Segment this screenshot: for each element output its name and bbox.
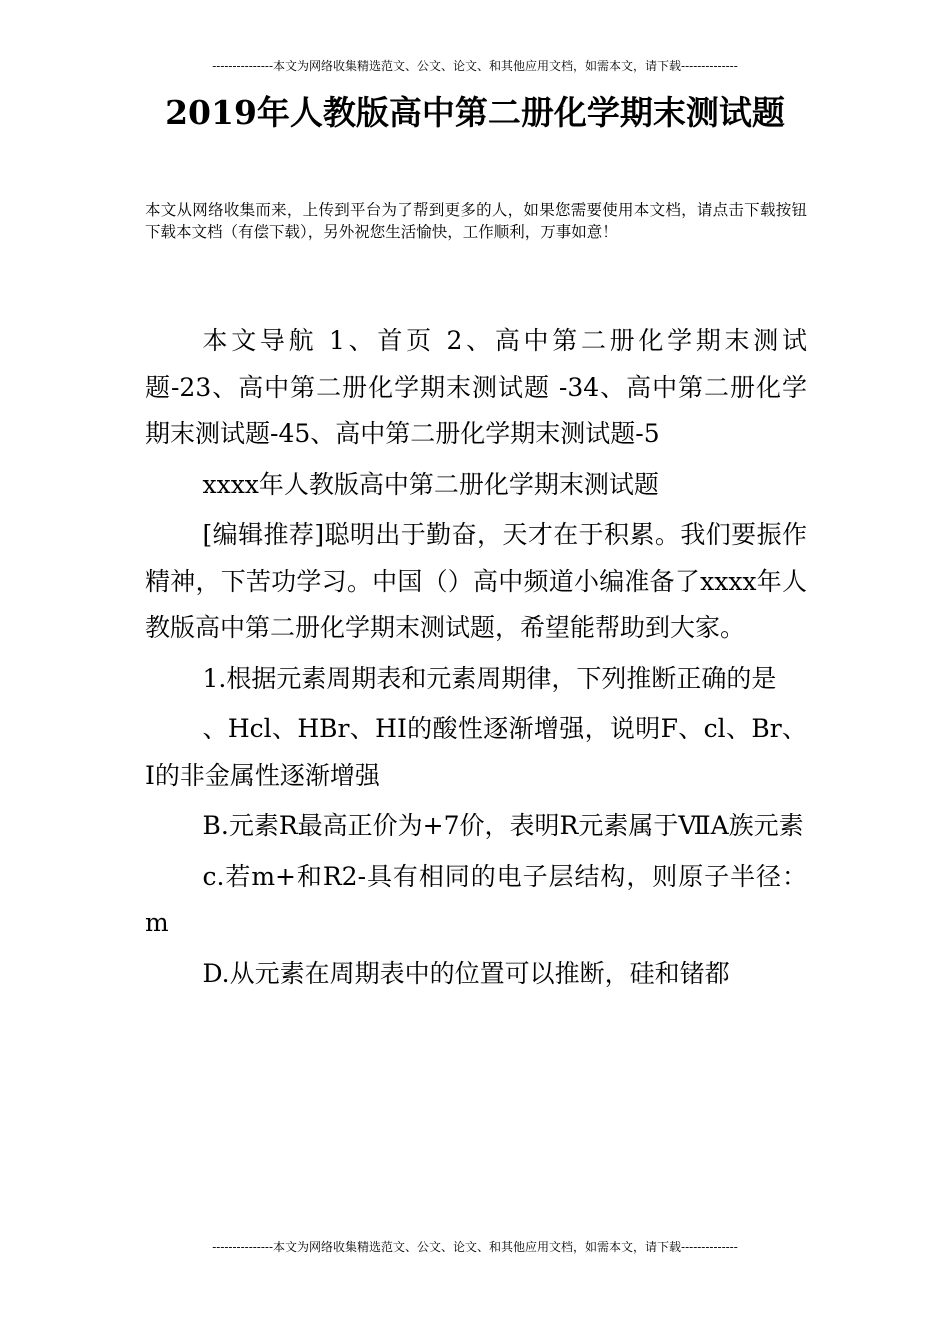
paragraph-subtitle: xxxx年人教版高中第二册化学期末测试题 [202, 469, 659, 499]
page-header: ---------------本文为网络收集精选范文、公文、论文、和其他应用文档，如需本文，请下载-------------- [212, 59, 738, 73]
intro-note: 本文从网络收集而来，上传到平台为了帮到更多的人，如果您需要使用本文档，请点击下载按钮下载本文档（有偿下载），另外祝您生活愉快，工作顺利，万事如意！ [145, 201, 807, 241]
option-c: c.若m+和R2-具有相同的电子层结构，则原子半径：m [145, 861, 807, 937]
paragraph-editor-note: [编辑推荐]聪明出于勤奋，天才在于积累。我们要振作精神，下苦功学习。中国（）高中频道小编准备了xxxx年人教版高中第二册化学期末测试题，希望能帮助到大家。 [145, 520, 807, 642]
option-a: 、Hcl、HBr、HI的酸性逐渐增强，说明F、cl、Br、I的非金属性逐渐增强 [145, 714, 807, 790]
document-title: 2019年人教版高中第二册化学期末测试题 [165, 93, 785, 132]
question-1: 1.根据元素周期表和元素周期律，下列推断正确的是 [202, 663, 777, 693]
paragraph-navigation: 本文导航 1、首页 2、高中第二册化学期末测试题-23、高中第二册化学期末测试题 -34、高中第二册化学期末测试题-45、高中第二册化学期末测试题-5 [145, 326, 807, 448]
page-footer: ---------------本文为网络收集精选范文、公文、论文、和其他应用文档，如需本文，请下载-------------- [212, 1240, 738, 1254]
document-body [145, 318, 807, 1001]
option-b: B.元素R最高正价为+7价，表明R元素属于ⅦA族元素 [202, 811, 804, 840]
option-d: D.从元素在周期表中的位置可以推断，硅和锗都 [202, 958, 730, 988]
